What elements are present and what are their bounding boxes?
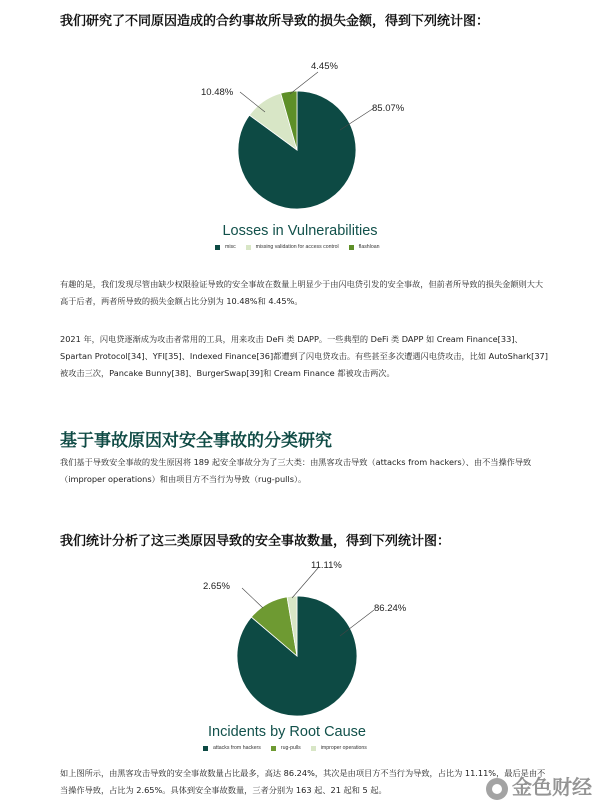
intro-heading-1: 我们研究了不同原因造成的合约事故所导致的损失金额，得到下列统计图： — [60, 14, 490, 29]
legend-item-misc — [215, 244, 236, 250]
paragraph-2: 2021 年，闪电贷逐渐成为攻击者常用的工具，用来攻击 DeFi 类 DAPP。一些典型的 DeFi 类 DAPP 如 Cream Finance[33]、Spartan Protocol[34]、YFI[35]、Indexed Finance[36]都遭到了闪电贷攻击。有些甚至多次遭遇闪电贷攻击，比如 AutoShark[37]被攻击三次，Pancake Bunny[38]、BurgerSwap[39]和 Cream Finance 都被攻击两次。 — [60, 334, 548, 378]
pie-chart-losses — [0, 40, 600, 300]
leader-line-missing-validation — [240, 92, 265, 112]
intro-heading-2: 我们统计分析了这三类原因导致的安全事故数量，得到下列统计图： — [60, 534, 451, 549]
legend-item-improper-operations — [311, 745, 367, 751]
paragraph-1: 有趣的是，我们发现尽管由缺少权限验证导致的安全事故在数量上明显少于由闪电贷引发的安全事故，但前者所导致的损失金额则大大高于后者，两者所导致的损失金额占比分别为 10.48%和 4.45%。 — [60, 279, 544, 306]
legend-label: attacks from hackers — [213, 745, 261, 751]
legend-swatch — [203, 746, 208, 751]
pie1-label-flashloan: 4.45% — [311, 61, 338, 72]
pie2-label-attacks: 86.24% — [374, 603, 407, 614]
legend-item-attacks — [203, 745, 261, 751]
section-title: 基于事故原因对安全事故的分类研究 — [60, 431, 332, 451]
legend-label: rug-pulls — [280, 745, 301, 751]
legend-losses — [215, 244, 379, 250]
legend-swatch — [271, 746, 276, 751]
leader-line-flashloan — [290, 72, 318, 94]
legend-label: misc — [225, 244, 236, 250]
watermark-text: 金色财经 — [512, 775, 592, 799]
leader-line-improper-operations — [242, 588, 263, 608]
leader-line-rug-pulls — [292, 568, 318, 598]
watermark-logo — [486, 771, 592, 800]
legend-label: improper operations — [320, 745, 367, 751]
legend-swatch — [246, 245, 251, 250]
coin-logo-icon — [486, 778, 508, 800]
paragraph-4: 如上图所示，由黑客攻击导致的安全事故数量占比最多，高达 86.24%，其次是由项目方不当行为导致，占比为 11.11%，最后是由不当操作导致，占比为 2.65%。具体到安全事故数量，三者分别为 163 起、21 起和 5 起。 — [60, 768, 546, 795]
chart-title-losses: Losses in Vulnerabilities — [222, 223, 378, 239]
pie2-label-rug-pulls: 11.11% — [311, 560, 342, 571]
pie1-label-missing-validation: 10.48% — [201, 87, 234, 98]
legend-item-flashloan — [349, 244, 380, 250]
legend-item-rug-pulls — [271, 745, 301, 751]
legend-swatch — [311, 746, 316, 751]
legend-item-missing-validation — [246, 244, 339, 250]
legend-swatch — [349, 245, 354, 250]
paragraph-3: 我们基于导致安全事故的发生原因将 189 起安全事故分为了三大类：由黑客攻击导致（attacks from hackers）、由不当操作导致（improper operations）和由项目方不当行为导致（rug-pulls）。 — [60, 457, 532, 484]
legend-incidents — [203, 745, 367, 751]
pie1-label-misc: 85.07% — [372, 103, 405, 114]
chart-title-incidents: Incidents by Root Cause — [208, 724, 366, 740]
pie2-label-improper-operations: 2.65% — [203, 581, 230, 592]
legend-label: missing validation for access control — [255, 244, 339, 250]
legend-swatch — [215, 245, 220, 250]
legend-label: flashloan — [358, 244, 380, 250]
